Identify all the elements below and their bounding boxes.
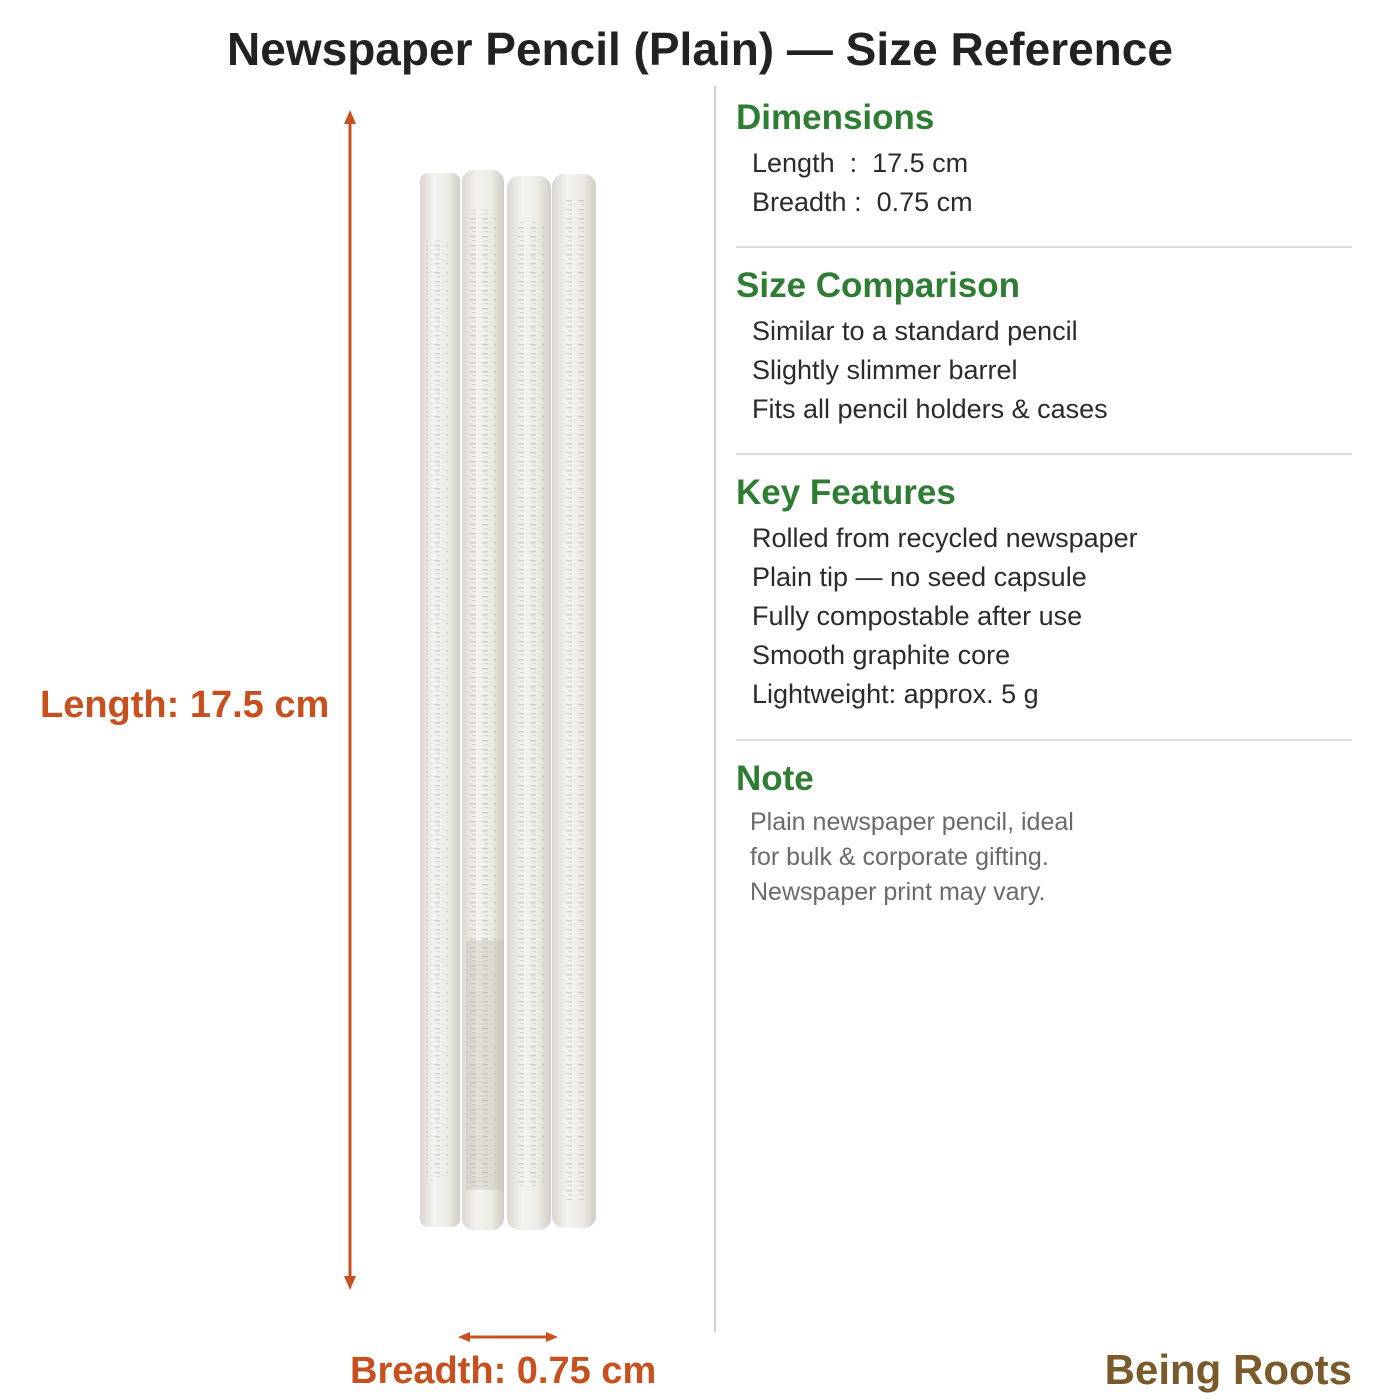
vertical-divider	[714, 86, 716, 1332]
section-divider	[736, 246, 1352, 248]
size-comparison-heading: Size Comparison	[736, 266, 1020, 305]
pencil-4	[552, 174, 596, 1228]
breadth-arrow	[458, 1332, 558, 1342]
key-features-section	[736, 473, 1352, 714]
size-comparison-section	[736, 266, 1352, 429]
note-line: Newspaper print may vary.	[750, 878, 1046, 907]
section-divider	[736, 453, 1352, 455]
note-line: for bulk & corporate gifting.	[750, 843, 1049, 872]
feature-item: Rolled from recycled newspaper	[752, 523, 1138, 554]
page-title: Newspaper Pencil (Plain) — Size Reference	[227, 23, 1173, 75]
length-label: Length: 17.5 cm	[40, 684, 330, 726]
key-features-heading: Key Features	[736, 473, 956, 512]
dimension-length: Length : 17.5 cm	[752, 148, 969, 179]
brand-logo-text: Being Roots	[1104, 1346, 1352, 1393]
pencil-2	[462, 170, 504, 1230]
pencil-3	[507, 176, 551, 1230]
dimensions-section	[736, 98, 1352, 222]
dimensions-heading: Dimensions	[736, 98, 935, 137]
dimension-breadth: Breadth : 0.75 cm	[752, 187, 973, 218]
feature-item: Lightweight: approx. 5 g	[752, 679, 1039, 710]
section-divider	[736, 739, 1352, 741]
feature-item: Fully compostable after use	[752, 601, 1083, 632]
comparison-item: Slightly slimmer barrel	[752, 355, 1018, 386]
feature-item: Plain tip — no seed capsule	[752, 562, 1087, 593]
note-line: Plain newspaper pencil, ideal	[750, 808, 1074, 837]
comparison-item: Fits all pencil holders & cases	[752, 394, 1108, 425]
comparison-item: Similar to a standard pencil	[752, 316, 1078, 347]
note-section	[736, 759, 1352, 910]
pencil-1	[420, 173, 460, 1227]
feature-item: Smooth graphite core	[752, 640, 1011, 671]
breadth-label: Breadth: 0.75 cm	[350, 1350, 657, 1392]
length-arrow	[344, 110, 356, 1290]
note-heading: Note	[736, 759, 814, 798]
